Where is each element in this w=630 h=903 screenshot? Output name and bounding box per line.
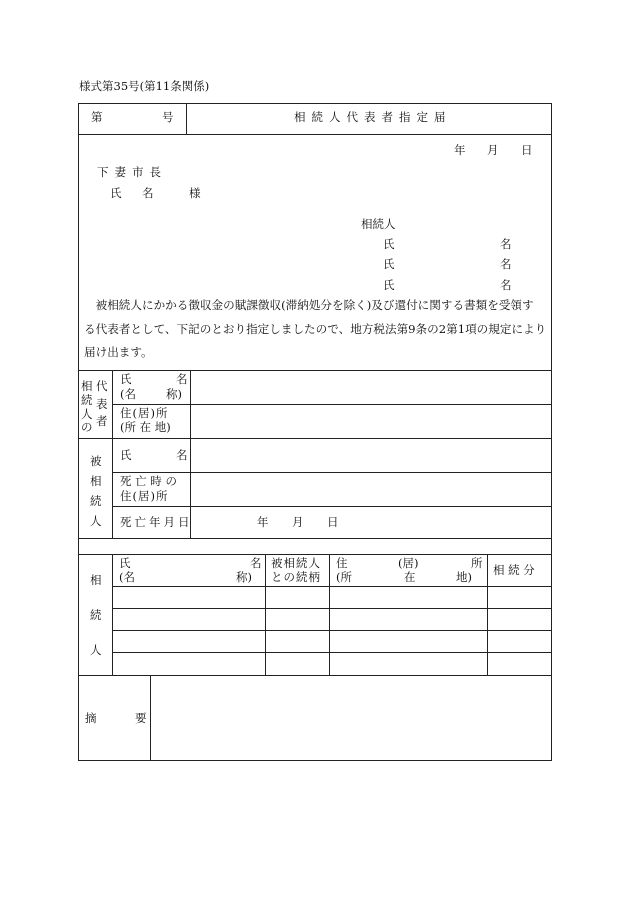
deceased-label: 続 xyxy=(90,494,102,508)
heirs-col-relation: 被相続人 xyxy=(271,556,321,570)
date-month: 月 xyxy=(487,143,499,157)
divider xyxy=(265,554,266,675)
heirs-label: 続 xyxy=(90,608,102,622)
heirs-label: 人 xyxy=(90,643,102,657)
divider xyxy=(190,370,191,538)
death-year: 年 xyxy=(257,515,269,529)
rep-label: 続 xyxy=(81,393,93,407)
header-dai: 第 xyxy=(91,110,103,124)
body-line: 被相続人にかかる徴収金の賦課徴収(滞納処分を除く)及び還付に関する書類を受領す xyxy=(84,298,534,312)
deceased-address-label: 住(居)所 xyxy=(120,489,169,503)
rep-label: の xyxy=(81,420,93,434)
divider xyxy=(78,554,552,555)
heirs-col-address: 地) xyxy=(456,570,472,584)
heirs-col-name: (名 xyxy=(119,570,135,584)
body-line: 届け出ます。 xyxy=(84,345,153,359)
rep-label: 者 xyxy=(96,414,108,428)
applicant-mei: 名 xyxy=(500,278,512,292)
deceased-label: 被 xyxy=(90,454,102,468)
heirs-col-relation: との続柄 xyxy=(271,570,321,584)
divider xyxy=(112,404,552,405)
addressee-shi: 氏 xyxy=(110,186,122,200)
deceased-label: 相 xyxy=(90,474,102,488)
divider xyxy=(78,538,552,539)
applicant-shi: 氏 xyxy=(383,237,395,251)
divider xyxy=(78,438,552,439)
rep-name-label: 名 xyxy=(176,372,188,386)
heirs-col-share: 相 続 分 xyxy=(493,563,535,577)
applicant-label: 相続人 xyxy=(361,217,396,231)
divider xyxy=(112,652,552,653)
divider xyxy=(186,103,187,134)
divider xyxy=(112,472,552,473)
rep-name-label: (名 xyxy=(120,387,136,401)
header-go: 号 xyxy=(162,110,174,124)
heirs-col-address: (所 xyxy=(336,570,352,584)
applicant-mei: 名 xyxy=(500,257,512,271)
applicant-shi: 氏 xyxy=(383,257,395,271)
death-day: 日 xyxy=(327,515,339,529)
death-month: 月 xyxy=(292,515,304,529)
heirs-col-name: 名 xyxy=(250,556,262,570)
rep-name-label: 称) xyxy=(166,387,182,401)
rep-label: 表 xyxy=(96,397,108,411)
death-date-label: 死亡年月日 xyxy=(120,515,193,529)
deceased-address-label: 死 亡 時 の xyxy=(120,474,177,488)
divider xyxy=(487,554,488,675)
date-day: 日 xyxy=(521,143,533,157)
divider xyxy=(112,630,552,631)
remarks-label: 要 xyxy=(135,711,147,725)
divider xyxy=(112,370,113,538)
deceased-label: 人 xyxy=(90,514,102,528)
rep-label: 代 xyxy=(96,379,108,393)
body-line: る代表者として、下記のとおり指定しましたので、地方税法第9条の2第1項の規定により xyxy=(84,322,547,336)
divider xyxy=(78,370,552,371)
rep-address-label: (所 在 地) xyxy=(120,420,171,434)
divider xyxy=(150,675,151,761)
heirs-col-address: 所 xyxy=(471,556,483,570)
heirs-col-address: 住 xyxy=(336,556,348,570)
form-title: 相続人代表者指定届 xyxy=(294,110,452,124)
heirs-col-address: (居) xyxy=(398,556,419,570)
date-year: 年 xyxy=(454,143,466,157)
applicant-shi: 氏 xyxy=(383,278,395,292)
applicant-mei: 名 xyxy=(500,237,512,251)
heirs-col-name: 称) xyxy=(236,570,252,584)
divider xyxy=(78,134,552,135)
heirs-label: 相 xyxy=(90,573,102,587)
divider xyxy=(329,554,330,675)
addressee-mayor: 下妻市長 xyxy=(97,165,167,179)
addressee-sama: 様 xyxy=(189,186,201,200)
addressee-mei: 名 xyxy=(142,186,154,200)
rep-name-label: 氏 xyxy=(120,372,132,386)
rep-address-label: 住(居)所 xyxy=(120,406,169,420)
rep-label: 相 xyxy=(81,379,93,393)
remarks-label: 摘 xyxy=(85,711,97,725)
divider xyxy=(112,608,552,609)
heirs-col-address: 在 xyxy=(404,570,416,584)
form-number: 様式第35号(第11条関係) xyxy=(79,79,210,93)
rep-label: 人 xyxy=(81,407,93,421)
heirs-col-name: 氏 xyxy=(119,556,131,570)
deceased-name-label: 氏 xyxy=(120,448,132,462)
deceased-name-label: 名 xyxy=(176,448,188,462)
divider xyxy=(112,586,552,587)
divider xyxy=(112,554,113,675)
divider xyxy=(112,506,552,507)
